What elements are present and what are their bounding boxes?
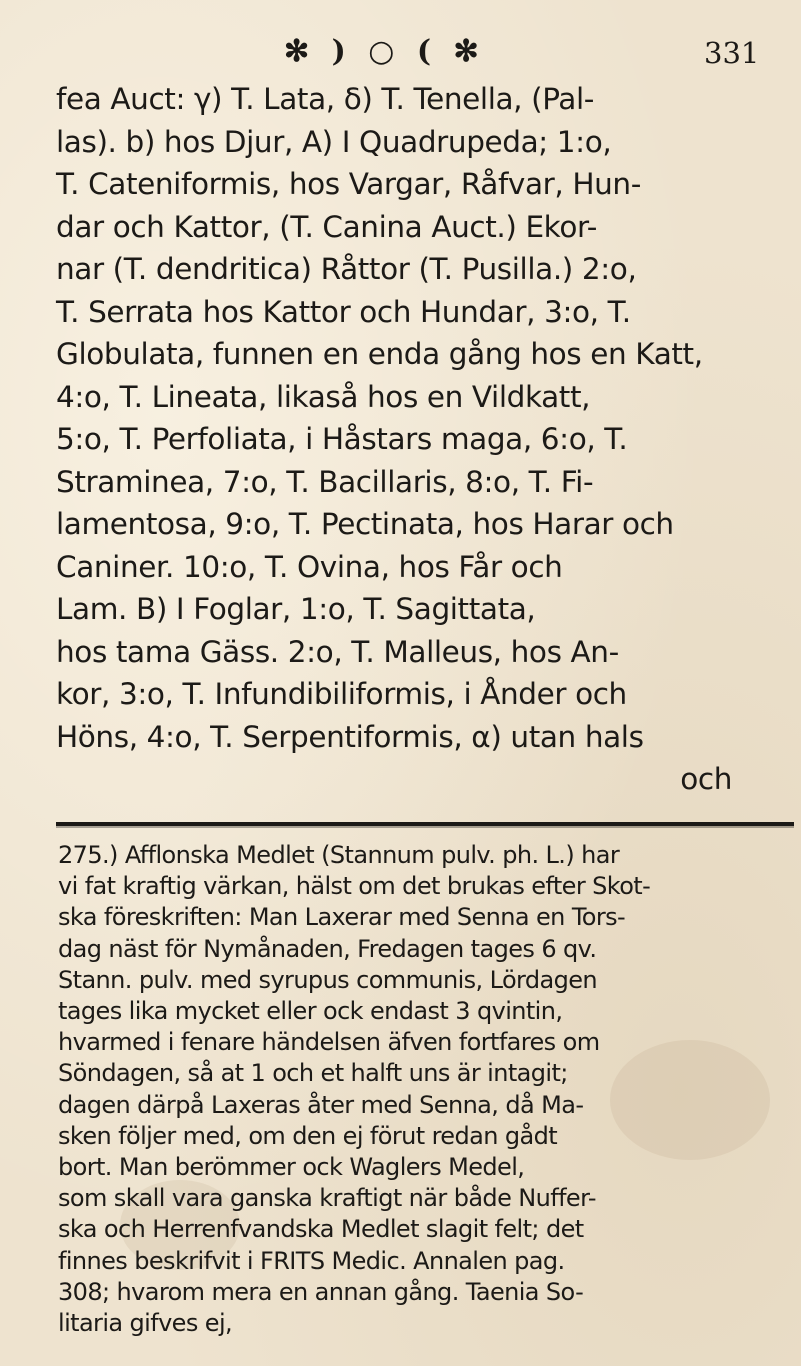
footnote-line: 275.) Afflonska Medlet (Stannum pulv. ph. L.) har [58, 841, 620, 869]
text-line: nar (T. dendritica) Råttor (T. Pusilla.) 2:o, [56, 252, 637, 286]
header-ornament: ✻ ) ○ ( ✻ [284, 34, 485, 69]
text-line: fea Auct: γ) T. Lata, δ) T. Tenella, (Pal- [56, 82, 595, 116]
page-number: 331 [704, 36, 760, 70]
footnote-line: vi fat kraftig värkan, hälst om det brukas efter Skot- [58, 872, 651, 901]
footnote-line: Söndagen, så at 1 och et halft uns är intagit; [58, 1059, 568, 1088]
text-line: kor, 3:o, T. Infundibiliformis, i Ånder och [56, 677, 627, 711]
main-text-block [56, 78, 792, 801]
footnote-line: sken följer med, om den ej förut redan gådt [58, 1121, 558, 1150]
text-line: T. Serrata hos Kattor och Hundar, 3:o, T. [56, 294, 631, 329]
text-line: Höns, 4:o, T. Serpentiformis, α) utan hals [56, 719, 644, 754]
footnote-line: 308; hvarom mera en annan gång. Taenia So- [58, 1277, 584, 1306]
footnote-block [58, 840, 793, 1339]
footnote-line: hvarmed i fenare händelsen äfven fortfares om [58, 1028, 600, 1057]
section-divider-rule [56, 822, 794, 826]
page-header [0, 34, 801, 74]
text-line: las). b) hos Djur, A) I Quadrupeda; 1:o, [56, 124, 612, 159]
footnote-line: bort. Man berömmer ock Waglers Medel, [58, 1153, 525, 1182]
text-line: dar och Kattor, (T. Canina Auct.) Ekor- [56, 209, 598, 244]
text-line: Globulata, funnen en enda gång hos en Katt, [56, 337, 703, 371]
footnote-line: tages lika mycket eller ock endast 3 qvintin, [58, 997, 563, 1026]
text-line: hos tama Gäss. 2:o, T. Malleus, hos An- [56, 634, 619, 669]
footnote-line: som skall vara ganska kraftigt när både Nuffer- [58, 1184, 596, 1213]
text-line: 4:o, T. Lineata, likaså hos en Vildkatt, [56, 379, 591, 414]
footnote-line: litaria gifves ej, [58, 1309, 233, 1338]
footnote-line: ska och Herrenfvandska Medlet slagit felt; det [58, 1215, 584, 1244]
footnote-line: dagen därpå Laxeras åter med Senna, då Ma- [58, 1090, 584, 1119]
text-line-last: och [680, 762, 732, 796]
text-line: T. Cateniformis, hos Vargar, Råfvar, Hun- [56, 167, 641, 201]
footnote-line: Stann. pulv. med syrupus communis, Lördagen [58, 965, 598, 994]
footnote-line: ska föreskriften: Man Laxerar med Senna en Tors- [58, 903, 626, 932]
text-line: 5:o, T. Perfoliata, i Håstars maga, 6:o, T. [56, 422, 628, 456]
text-line: Caniner. 10:o, T. Ovina, hos Får och [56, 549, 563, 584]
text-line: lamentosa, 9:o, T. Pectinata, hos Harar och [56, 507, 674, 541]
footnote-line: dag näst för Nymånaden, Fredagen tages 6 qv. [58, 934, 597, 963]
text-line: Straminea, 7:o, T. Bacillaris, 8:o, T. Fi- [56, 464, 594, 499]
footnote-line: finnes beskrifvit i FRITS Medic. Annalen pag. [58, 1246, 565, 1275]
text-line: Lam. B) I Foglar, 1:o, T. Sagittata, [56, 592, 536, 626]
